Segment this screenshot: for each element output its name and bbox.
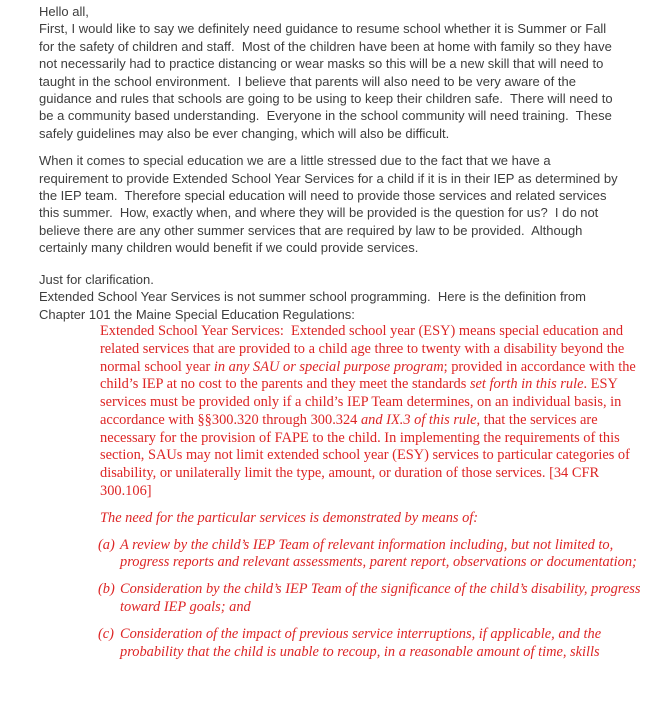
paragraph: First, I would like to say we definitely need guidance to resume school whether it is Summer or Fall for the safety of children and staff. Most of the children have been at home with family so they have not necessarily had to practice distancing or wear masks so this will be a new skill that will need to taught in the school environment. I believe that parents will also need to be very aware of the guidance and rules that schools are going to be using to keep their children safe. There will need to be a community based understanding. Everyone in the school community will need training. These safely guidelines may also be ever changing, which will also be difficult.: [39, 21, 613, 141]
blank-line: [39, 617, 623, 626]
list-item: [98, 581, 643, 617]
list-item-text: Consideration by the child’s IEP Team of the significance of the child’s disability, progress toward IEP goals; and: [120, 581, 641, 616]
blank-line: [39, 142, 623, 152]
regulation-quote: [100, 323, 639, 501]
quote-run: ; provided in accordance with the child’s IEP at no cost to the parents and they meet the standards: [100, 358, 636, 393]
list-item-marker: (a): [98, 536, 115, 553]
quote-italic-heading: The need for the particular services is demonstrated by means of:: [100, 509, 479, 526]
quote-italic-run: in any SAU or special purpose program: [213, 358, 444, 375]
list-item-text: A review by the child’s IEP Team of relevant information including, but not limited to, progress reports and relevant assessments, parent report, observations or documentation;: [120, 536, 637, 571]
blank-line: [39, 572, 623, 581]
quote-run: , that the services are necessary for the provision of FAPE to the child. In implementing the requirements of this section, SAUs may not limit extended school year (ESY) services to particular categories of disability, or unilaterally limit the type, amount, or duration of those services. [34 CFR 300.106]: [100, 411, 630, 500]
blank-line: [39, 501, 623, 510]
quote-run: . ESY services must be provided only if a child’s IEP Team determines, on an individual basis, in accordance with §§300.320 through 300.324: [100, 376, 622, 428]
paragraph: When it comes to special education we are a little stressed due to the fact that we have a requirement to provide Extended School Year Services for a child if it is in their IEP as determined by the IEP team. Therefore special education will need to provide those services and related services this summer. How, exactly when, and where they will be provided is the question for us? I do not believe there are any other summer services that are required by law to be provided. Although certainly many children would benefit if we could provide services.: [39, 153, 618, 256]
blank-line: [39, 257, 623, 271]
quote-italic-run: and IX.3 of this rule: [360, 411, 477, 428]
blank-line: [39, 528, 623, 537]
list-item: [98, 626, 643, 662]
list-item: [98, 537, 643, 573]
paragraph: Extended School Year Services is not summer school programming. Here is the definition from Chapter 101 the Maine Special Education Regulations:: [39, 289, 586, 322]
list-item-text: Consideration of the impact of previous service interruptions, if applicable, and the probability that the child is unable to recoup, in a reasonable amount of time, skills: [120, 625, 602, 660]
list-item-marker: (c): [98, 625, 114, 642]
quote-italic-run: set forth in this rule: [469, 376, 584, 393]
quote-run: Extended School Year Services: Extended school year (ESY) means special education and related services that are provided to a child age three to twenty with a disability beyond the normal school year: [100, 322, 625, 375]
paragraph: Just for clarification.: [39, 271, 154, 287]
list-item-marker: (b): [98, 581, 115, 598]
paragraph: Hello all,: [39, 4, 89, 19]
